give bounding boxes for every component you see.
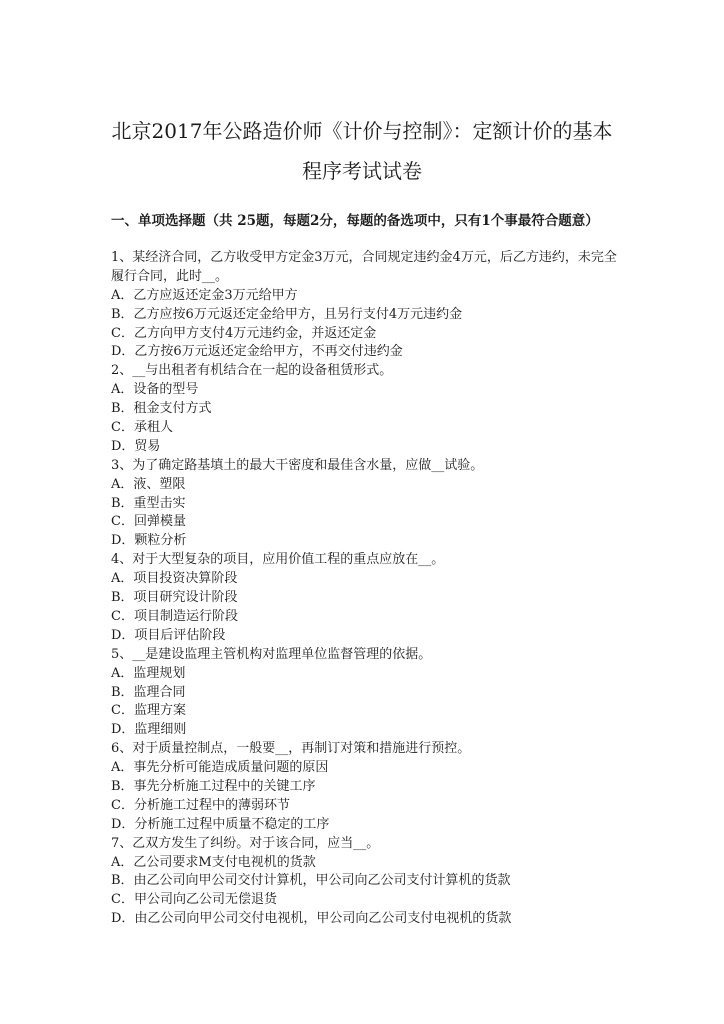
question-5-option-b: B．监理合同 <box>111 684 186 700</box>
question-list <box>111 249 619 929</box>
question-1-option-b: B．乙方应按6万元返还定金给甲方，且另行支付4万元违约金 <box>111 306 463 322</box>
question-6-option-a: A．事先分析可能造成质量问题的原因 <box>111 760 329 776</box>
question-1-option-d: D．乙方按6万元返还定金给甲方，不再交付违约金 <box>111 344 403 360</box>
question-7-stem: 7、乙双方发生了纠纷。对于该合同，应当__。 <box>111 835 380 851</box>
question-5-option-c: C．监理方案 <box>111 703 186 719</box>
question-7-option-a: A．乙公司要求M支付电视机的货款 <box>111 854 316 870</box>
question-2-option-b: B．租金支付方式 <box>111 401 212 417</box>
question-2-option-c: C．承租人 <box>111 420 173 436</box>
document-title-line-1: 北京2017年公路造价师《计价与控制》：定额计价的基本 <box>111 119 613 143</box>
section-heading: 一、单项选择题（共 25题，每题2分，每题的备选项中，只有1个事最符合题意） <box>111 213 599 229</box>
question-3-option-b: B．重型击实 <box>111 495 186 511</box>
document-title-line-2: 程序考试试卷 <box>302 159 422 183</box>
question-3-option-a: A．液、塑限 <box>111 476 186 492</box>
question-2-option-a: A．设备的型号 <box>111 382 199 398</box>
question-3-stem: 3、为了确定路基填土的最大干密度和最佳含水量，应做__试验。 <box>111 457 484 473</box>
question-1-option-c: C．乙方向甲方支付4万元违约金，并返还定金 <box>111 325 377 341</box>
question-6-option-d: D．分析施工过程中质量不稳定的工序 <box>111 816 330 832</box>
question-4-option-a: A．项目投资决算阶段 <box>111 571 238 587</box>
question-7-option-b: B．由乙公司向甲公司交付计算机，甲公司向乙公司支付计算机的货款 <box>111 873 511 889</box>
question-4-stem: 4、对于大型复杂的项目，应用价值工程的重点应放在__。 <box>111 552 445 568</box>
question-3-option-d: D．颗粒分析 <box>111 533 187 549</box>
question-6-stem: 6、对于质量控制点，一般要__，再制订对策和措施进行预控。 <box>111 741 471 757</box>
question-1-option-a: A．乙方应返还定金3万元给甲方 <box>111 287 298 303</box>
question-7-option-c: C．甲公司向乙公司无偿退货 <box>111 892 277 908</box>
question-4-option-c: C．项目制造运行阶段 <box>111 608 238 624</box>
question-4-option-b: B．项目研究设计阶段 <box>111 590 238 606</box>
question-5-stem: 5、__是建设监理主管机构对监理单位监督管理的依据。 <box>111 646 432 662</box>
question-3-option-c: C．回弹模量 <box>111 514 186 530</box>
question-7-option-d: D．由乙公司向甲公司交付电视机，甲公司向乙公司支付电视机的货款 <box>111 911 512 927</box>
question-6-option-b: B．事先分析施工过程中的关键工序 <box>111 778 316 794</box>
question-5-option-d: D．监理细则 <box>111 722 187 738</box>
question-2-stem: 2、__与出租者有机结合在一起的设备租赁形式。 <box>111 363 393 379</box>
question-6-option-c: C．分析施工过程中的薄弱环节 <box>111 797 290 813</box>
question-2-option-d: D．贸易 <box>111 438 161 454</box>
question-5-option-a: A．监理规划 <box>111 665 186 681</box>
question-4-option-d: D．项目后评估阶段 <box>111 627 226 643</box>
question-1-stem: 1、某经济合同，乙方收受甲方定金3万元，合同规定违约金4万元，后乙方违约，未完全履行合同，此时__。 <box>111 250 617 284</box>
